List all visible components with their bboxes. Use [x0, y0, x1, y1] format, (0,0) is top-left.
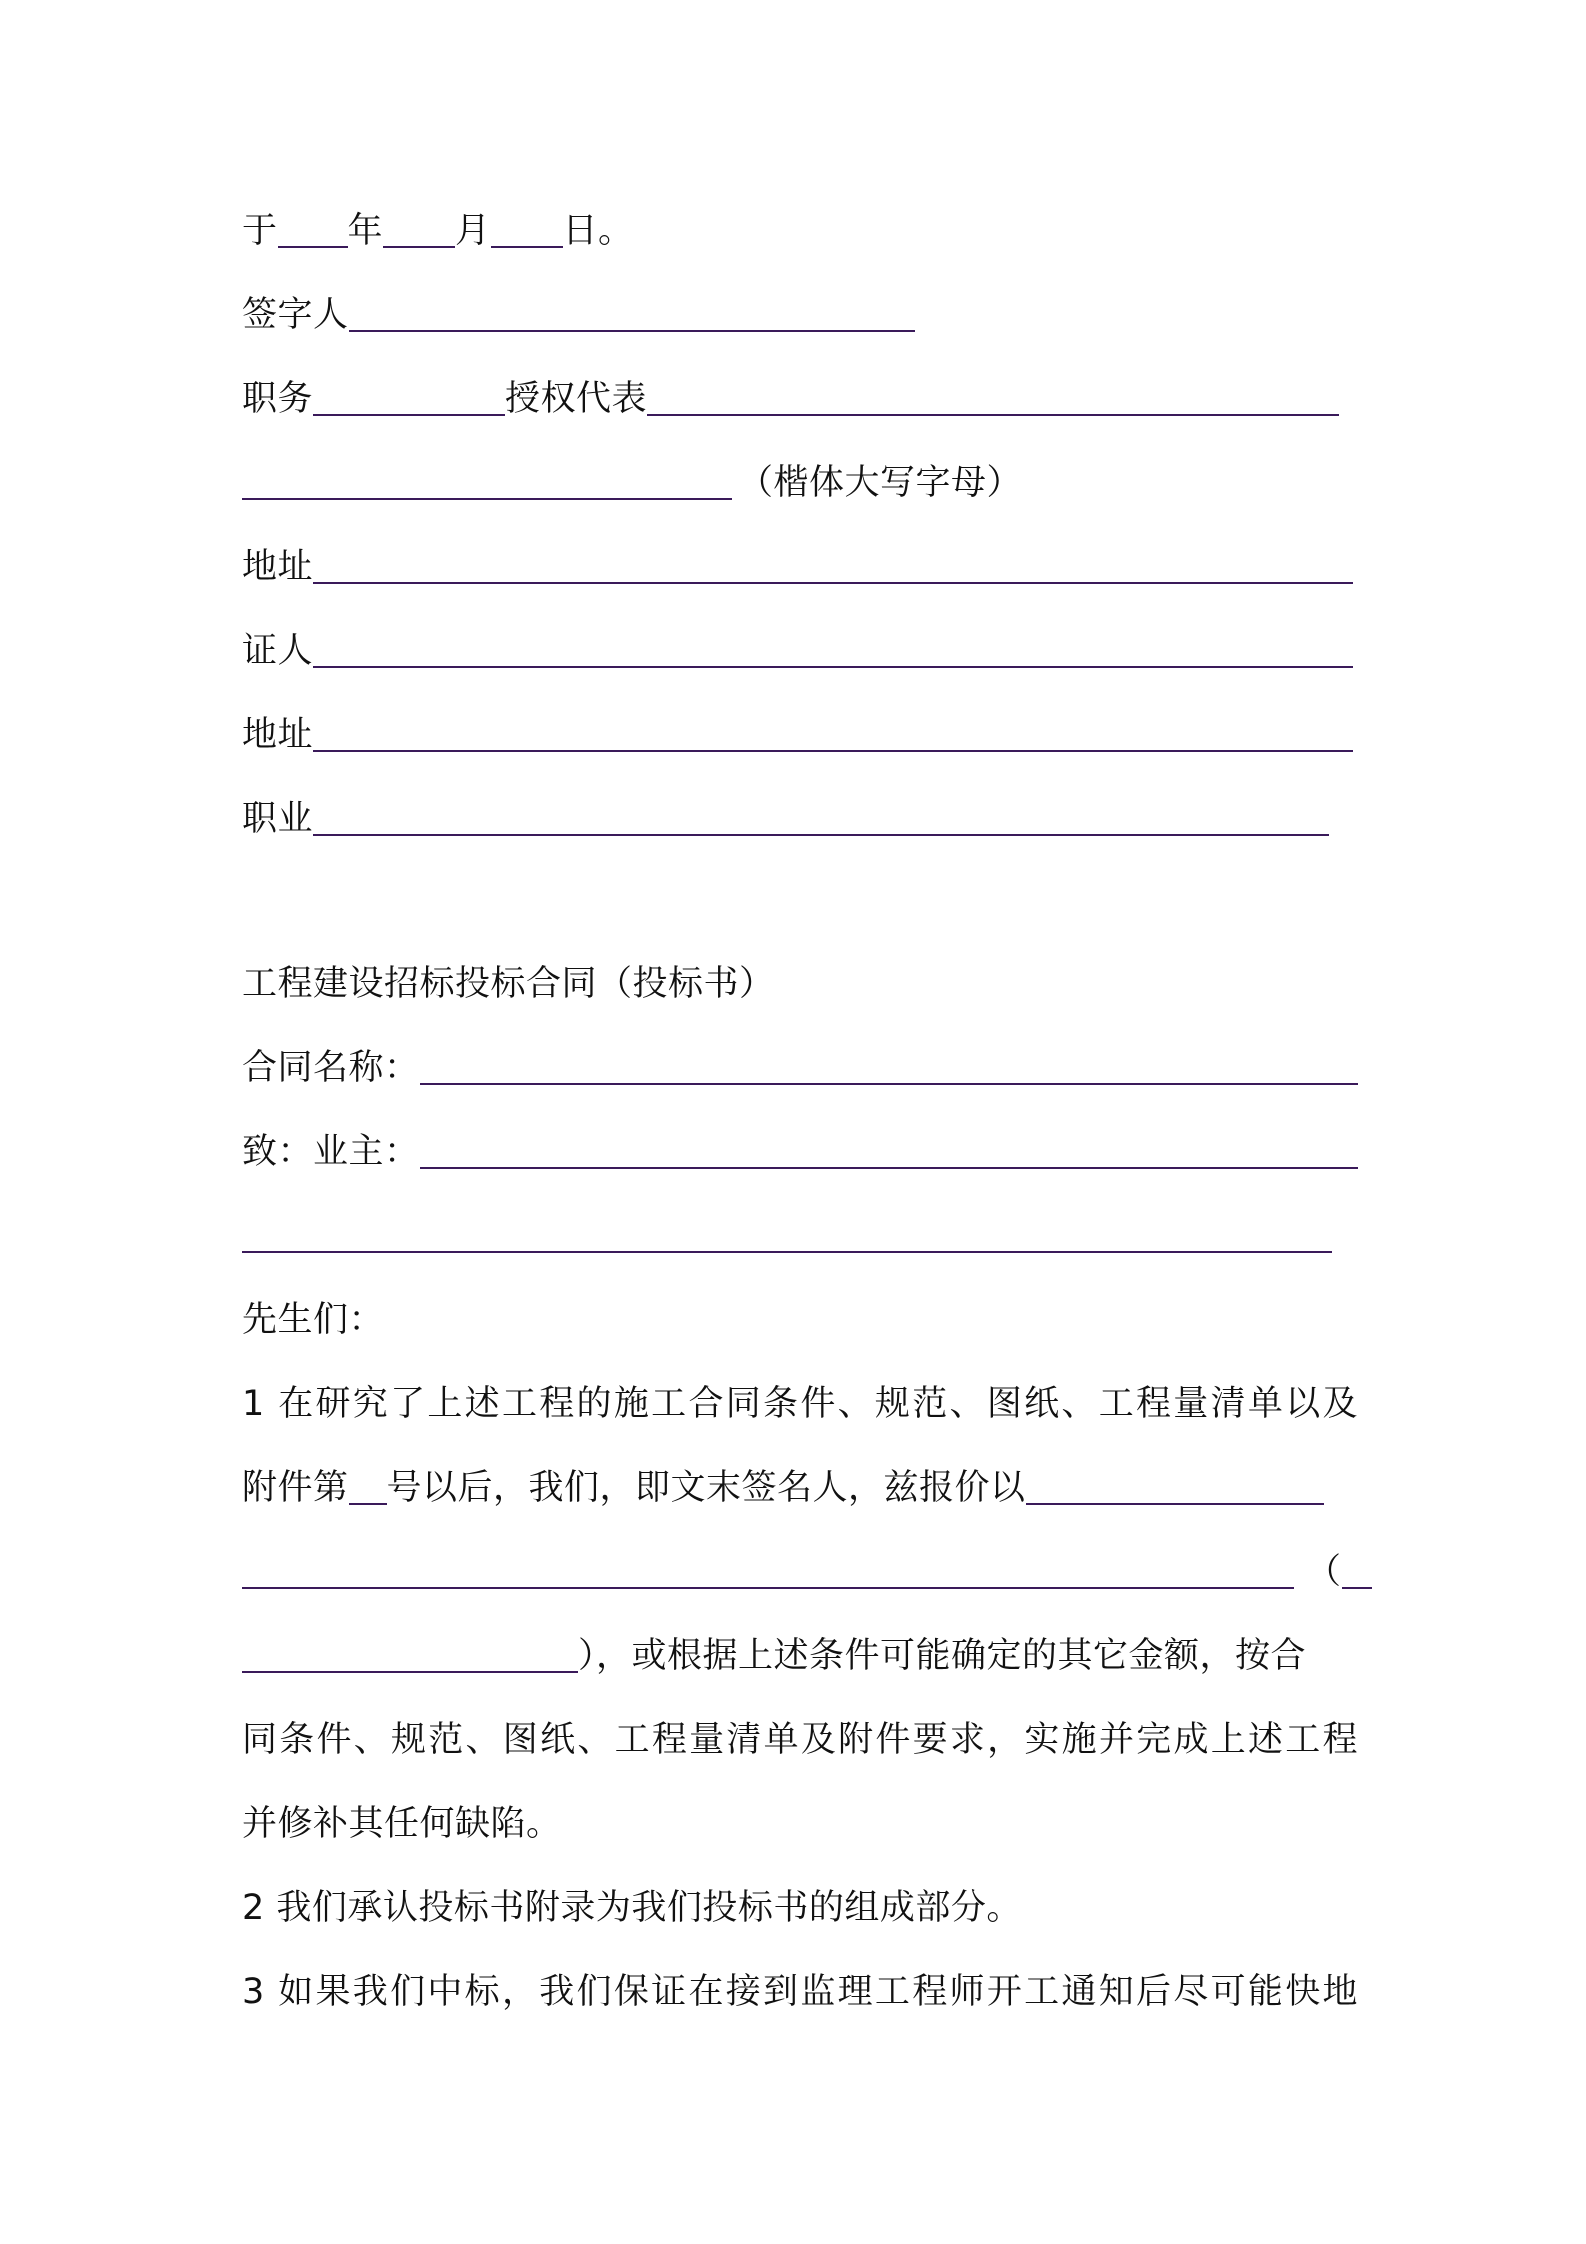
price-words-blank-2[interactable]	[242, 1551, 1294, 1589]
signer-line	[242, 290, 915, 340]
witness-label: 证人	[242, 631, 314, 671]
para1-line4	[242, 1631, 1306, 1681]
to-owner-blank[interactable]	[420, 1131, 1358, 1169]
para1-line1: 1 在研究了上述工程的施工合同条件、规范、图纸、工程量清单以及	[242, 1384, 1358, 1424]
contract-name-blank[interactable]	[420, 1047, 1358, 1085]
month-label: 月	[455, 211, 491, 251]
address-label-1: 地址	[242, 547, 314, 587]
to-owner-line	[242, 1127, 1358, 1177]
signer-label: 签字人	[242, 295, 349, 335]
para1-line4-text: ），或根据上述条件可能确定的其它金额，按合	[578, 1636, 1307, 1676]
occupation-line	[242, 794, 1329, 844]
address-label-2: 地址	[242, 715, 314, 755]
para1-line3	[242, 1547, 1372, 1597]
section-title: 工程建设招标投标合同（投标书）	[242, 964, 775, 1004]
price-words-blank-1[interactable]	[1026, 1467, 1324, 1505]
annex-number-prefix: 附件第	[242, 1468, 349, 1508]
position-blank[interactable]	[313, 378, 505, 416]
occupation-label: 职业	[242, 799, 314, 839]
witness-blank[interactable]	[313, 630, 1353, 668]
annex-number-suffix: 号以后，我们，即文末签名人，兹报价以	[386, 1468, 1026, 1508]
contract-name-label: 合同名称：	[242, 1048, 420, 1088]
authorized-rep-label: 授权代表	[505, 379, 648, 419]
witness-line	[242, 626, 1353, 676]
salutation: 先生们：	[242, 1300, 385, 1340]
para3: 3 如果我们中标，我们保证在接到监理工程师开工通知后尽可能快地	[242, 1972, 1358, 2012]
block-letters-line	[242, 458, 1022, 508]
price-figures-open-paren: （	[1306, 1552, 1342, 1592]
address-blank-1[interactable]	[313, 546, 1353, 584]
address-line-1	[242, 542, 1353, 592]
contract-name-line	[242, 1043, 1358, 1093]
para1-line5: 同条件、规范、图纸、工程量清单及附件要求，实施并完成上述工程	[242, 1720, 1358, 1760]
price-figures-blank-2[interactable]	[242, 1635, 578, 1673]
block-letters-note: （楷体大写字母）	[738, 463, 1023, 503]
to-owner-label: 致：业主：	[242, 1132, 420, 1172]
owner-continuation-blank[interactable]	[242, 1215, 1332, 1253]
block-letters-blank[interactable]	[242, 462, 732, 500]
para1-line6: 并修补其任何缺陷。	[242, 1804, 562, 1844]
day-blank[interactable]	[491, 210, 563, 248]
date-line	[242, 206, 634, 256]
date-prefix: 于	[242, 211, 278, 251]
occupation-blank[interactable]	[313, 798, 1329, 836]
para1-line2	[242, 1463, 1324, 1513]
signer-blank[interactable]	[349, 294, 915, 332]
price-figures-blank-1[interactable]	[1342, 1551, 1372, 1589]
position-line	[242, 374, 1339, 424]
year-label: 年	[347, 211, 384, 251]
para2: 2 我们承认投标书附录为我们投标书的组成部分。	[242, 1888, 1022, 1928]
year-blank[interactable]	[278, 210, 348, 248]
address-line-2	[242, 710, 1353, 760]
owner-continuation-line	[242, 1211, 1332, 1261]
month-blank[interactable]	[383, 210, 455, 248]
annex-number-blank[interactable]	[349, 1467, 387, 1505]
day-label: 日。	[562, 211, 634, 251]
position-label: 职务	[242, 379, 314, 419]
authorized-rep-blank[interactable]	[647, 378, 1339, 416]
address-blank-2[interactable]	[313, 714, 1353, 752]
